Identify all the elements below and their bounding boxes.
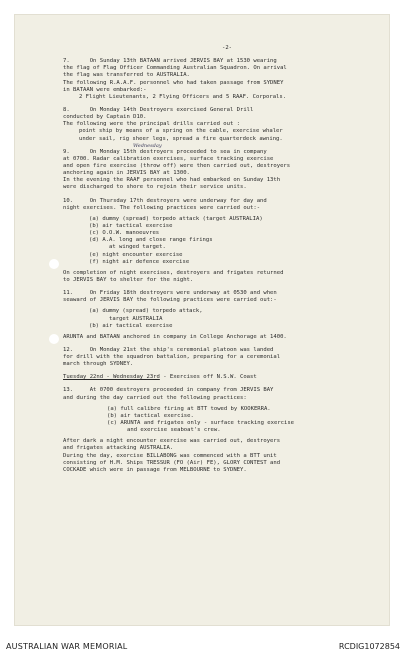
text-line: and open fire exercise (throw off) were then carried out, destroyers	[63, 162, 291, 169]
list-item: (c) ARUNTA and frigates only - surface tracking exercise	[107, 420, 295, 427]
text-line: 2 Flight Lieutenants, 2 Flying Officers and 5 RAAF. Corporals.	[79, 93, 287, 100]
punch-hole	[49, 259, 59, 269]
text-line: march through SYDNEY.	[63, 361, 134, 368]
text-line: During the day, exercise BILLABONG was commenced with a BTT unit	[63, 452, 277, 459]
text-line: the flag of Flag Officer Commanding Australian Squadron. On arrival	[63, 65, 287, 72]
text-line: night exercises. The following practices were carried out:-	[63, 204, 261, 211]
paragraph-13	[63, 387, 391, 474]
section-heading	[63, 374, 391, 381]
text-line: 8. On Monday 14th Destroyers exercised General Drill	[63, 106, 254, 113]
handwritten-annotation: Wednesday	[133, 142, 162, 149]
list-item: at winged target.	[89, 244, 166, 251]
list-item: (f) night air defence exercise	[89, 258, 190, 265]
text-line: 11. On Friday 18th destroyers were underway at 0530 and when	[63, 290, 277, 297]
text-line: and frigates attacking AUSTRALIA.	[63, 445, 174, 452]
list-item: (d) A.A. long and close range firings	[89, 237, 213, 244]
text-line: ARUNTA and BATAAN anchored in company in College Anchorage at 1400.	[63, 333, 287, 340]
text-line: at 0700. Radar calibration exercises, surface tracking exercise	[63, 155, 274, 162]
document-page	[14, 14, 390, 626]
text-line: 9. On Monday 15th destroyers proceeded to sea in company	[63, 148, 267, 155]
text-line: in BATAAN were embarked:-	[63, 86, 147, 93]
archive-footer	[0, 640, 406, 656]
list-item: (b) air tactical exercise	[89, 322, 173, 329]
text-line: for drill with the squadron battalion, preparing for a ceremonial	[63, 354, 281, 361]
list-item: (a) full calibre firing at BTT towed by KOOKERRA.	[107, 405, 271, 412]
list-item: (b) air tactical exercise	[89, 222, 173, 229]
list-item: (a) dummy (spread) torpedo attack (target AUSTRALIA)	[89, 215, 263, 222]
paragraph-7	[63, 58, 391, 101]
text-line: the flag was transferred to AUSTRALIA.	[63, 72, 190, 79]
section-heading-title: - Exercises off N.S.W. Coast	[159, 374, 257, 381]
text-line: In the evening the RAAF personnel who had embarked on Sunday 13th	[63, 177, 281, 184]
list-item: (b) air tactical exercise.	[107, 412, 194, 419]
text-line: under sail, rig sheer legs, spread a fire quarterdeck awning.	[79, 135, 283, 142]
paragraph-10	[63, 198, 391, 285]
text-line: COCKADE which were in passage from MELBOURNE to SYDNEY.	[63, 466, 247, 473]
text-line: 10. On Thursday 17th destroyers were underway for day and	[63, 197, 267, 204]
list-item: (c) O.O.W. manoeuvres	[89, 230, 160, 237]
text-line: seaward of JERVIS BAY the following practices were carried out:-	[63, 297, 277, 304]
text-line: were discharged to shore to rejoin their service units.	[63, 184, 247, 191]
text-line: and during the day carried out the following practices:	[63, 394, 247, 401]
archive-reference: RCDIG1072854	[338, 642, 400, 651]
paragraph-11	[63, 290, 391, 341]
text-line: conducted by Captain D10.	[63, 114, 147, 121]
text-line: 13. At 0700 destroyers proceeded in company from JERVIS BAY	[63, 387, 274, 394]
text-line: anchoring again in JERVIS BAY at 1300.	[63, 170, 190, 177]
text-line: point ship by means of a spring on the cable, exercise whaler	[79, 128, 283, 135]
section-heading-dates: Tuesday 22nd - Wednesday 23rd	[63, 374, 160, 381]
document-body	[63, 45, 391, 474]
text-line: 12. On Monday 21st the ship's ceremonial platoon was landed	[63, 346, 274, 353]
paragraph-8	[63, 107, 391, 143]
text-line: 7. On Sunday 13th BATAAN arrived JERVIS BAY at 1530 wearing	[63, 58, 277, 65]
archive-name: AUSTRALIAN WAR MEMORIAL	[6, 642, 128, 651]
list-item: (a) dummy (spread) torpedo attack,	[89, 308, 203, 315]
list-item: (e) night encounter exercise	[89, 251, 183, 258]
page-number: -2-	[221, 45, 233, 51]
text-line: to JERVIS BAY to shelter for the night.	[63, 276, 194, 283]
text-line: The following were the principal drills carried out :	[63, 121, 240, 128]
text-line: consisting of H.M. Ships TRESSUR (FO (Air) FE), GLORY CONTEST and	[63, 459, 281, 466]
list-item: target AUSTRALIA	[89, 315, 163, 322]
punch-hole	[49, 334, 59, 344]
paragraph-9	[63, 142, 391, 192]
list-item: and exercise seaboat's crew.	[107, 427, 221, 434]
text-line: After dark a night encounter exercise was carried out, destroyers	[63, 438, 281, 445]
text-line: On completion of night exercises, destroyers and frigates returned	[63, 269, 284, 276]
text-line: The following R.A.A.F. personnel who had taken passage from SYDNEY	[63, 79, 284, 86]
paragraph-12	[63, 347, 391, 368]
